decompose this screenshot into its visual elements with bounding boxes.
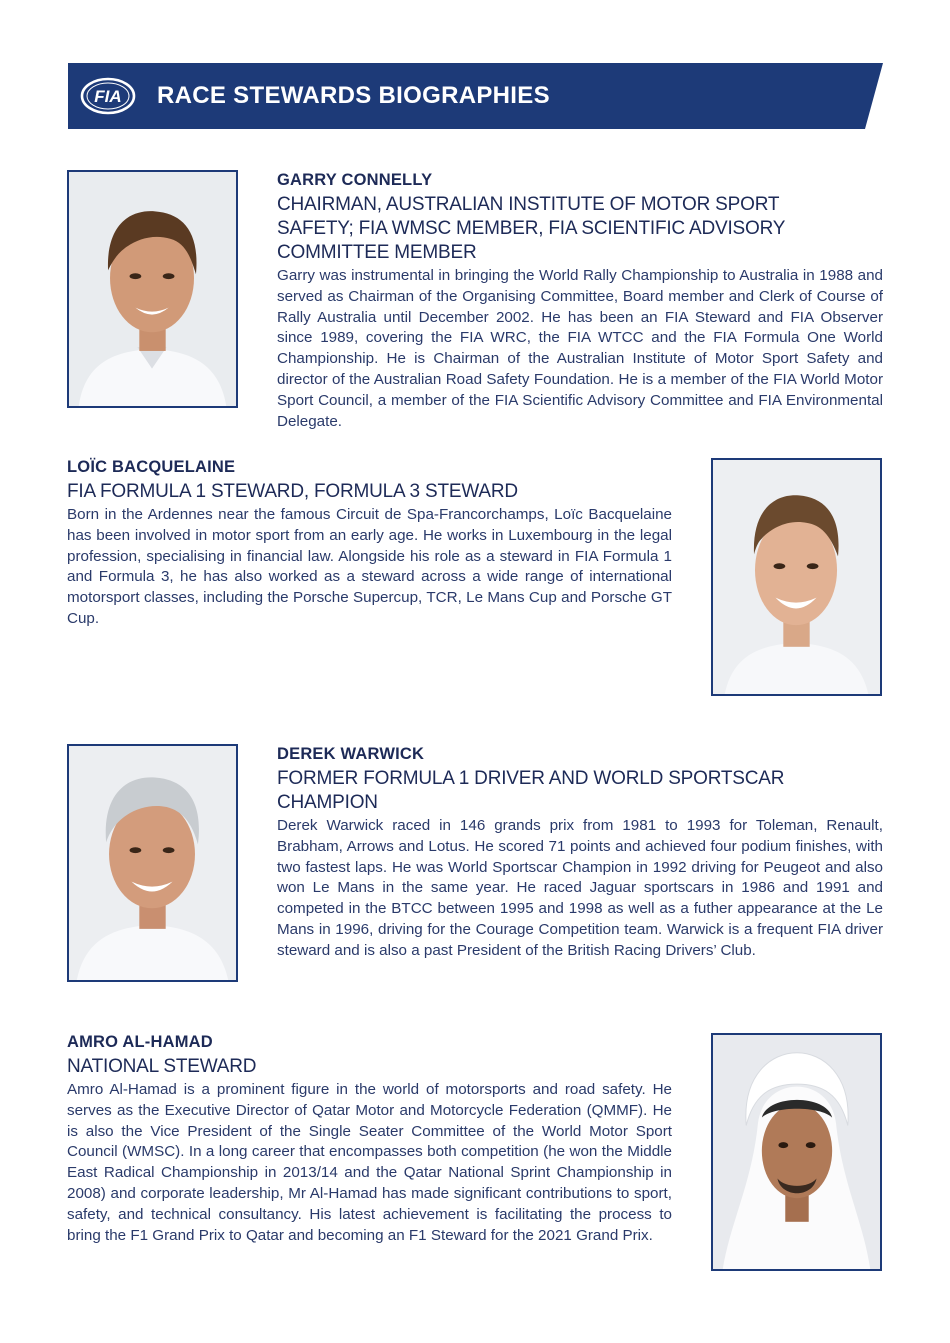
steward-role: CHAIRMAN, AUSTRALIAN INSTITUTE OF MOTOR SPORT SAFETY; FIA WMSC MEMBER, FIA SCIENTIFIC ADVISORY COMMITTEE MEMBER	[277, 194, 785, 263]
page-title: RACE STEWARDS BIOGRAPHIES	[157, 82, 550, 109]
steward-bio-garry-connelly	[277, 169, 883, 432]
svg-text:FIA: FIA	[94, 87, 122, 106]
steward-photo-derek-warwick	[67, 744, 238, 982]
steward-bio-derek-warwick	[277, 743, 883, 962]
steward-name: DEREK WARWICK	[277, 745, 425, 763]
steward-biography: Garry was instrumental in bringing the World Rally Championship to Australia in 1988 and served as Chairman of the Organising Committee, Board member and Clerk of Course of Rally Australia until December 2002. He has been an FIA Steward and FIA Observer since 1989, covering the FIA WRC, the FIA WTCC and the FIA Formula One World Championship. He is Chairman of the Australian Institute of Motor Sport Safety and director of the Australian Road Safety Foundation. He is a member of the FIA World Motor Sport Council, a member of the FIA Scientific Advisory Committee and FIA Environmental Delegate.	[277, 267, 883, 430]
steward-role: NATIONAL STEWARD	[67, 1056, 257, 1077]
fia-logo	[80, 77, 136, 115]
steward-photo-loic-bacquelaine	[711, 458, 882, 696]
steward-role: FORMER FORMULA 1 DRIVER AND WORLD SPORTSCAR CHAMPION	[277, 768, 785, 813]
steward-biography: Born in the Ardennes near the famous Circuit de Spa-Francorchamps, Loïc Bacquelaine has been involved in motor sport from an early age. He works in Luxembourg in the legal profession, specialising in financial law. Alongside his role as a steward in FIA Formula 1 and Formula 3, he has also worked as a steward across a wide range of international motorsport classes, including the Porsche Supercup, TCR, Le Mans Cup and Porsche GT Cup.	[67, 506, 672, 627]
page-header	[68, 63, 883, 129]
steward-name: LOÏC BACQUELAINE	[67, 458, 236, 476]
steward-biography: Amro Al-Hamad is a prominent figure in the world of motorsports and road safety. He serves as the Executive Director of Qatar Motor and Motorcycle Federation (QMMF). He is also the Vice President of the Single Seater Committee of the World Motor Sport Council (WMSC). In a long career that encompasses both competition (he won the Middle East Radical Championship in 2013/14 and the Qatar National Sprint Championship in 2008) and corporate leadership, Mr Al-Hamad has made significant contributions to sport, safety, and technical consultancy. His latest achievement is facilitating the process to bring the F1 Grand Prix to Qatar and becoming an F1 Steward for the 2021 Grand Prix.	[67, 1081, 672, 1244]
steward-photo-garry-connelly	[67, 170, 238, 408]
steward-biography: Derek Warwick raced in 146 grands prix from 1981 to 1993 for Toleman, Renault, Brabham, Arrows and Lotus. He scored 71 points and achieved four podium finishes, with two fastest laps. He was World Sportscar Champion in 1992 driving for Peugeot and also won Le Mans in the same year. He raced Jaguar sportscars in 1986 and 1991 and competed in the BTCC between 1995 and 1998 as well as a futher appearance at the Le Mans in 1996, driving for the Courage Competition team. Warwick is a frequent FIA driver steward and is also a past President of the British Racing Drivers’ Club.	[277, 817, 883, 959]
steward-name: AMRO AL-HAMAD	[67, 1033, 213, 1051]
steward-bio-amro-al-hamad	[67, 1031, 672, 1246]
steward-bio-loic-bacquelaine	[67, 456, 672, 630]
steward-photo-amro-al-hamad	[711, 1033, 882, 1271]
steward-role: FIA FORMULA 1 STEWARD, FORMULA 3 STEWARD	[67, 481, 518, 502]
steward-name: GARRY CONNELLY	[277, 171, 433, 189]
